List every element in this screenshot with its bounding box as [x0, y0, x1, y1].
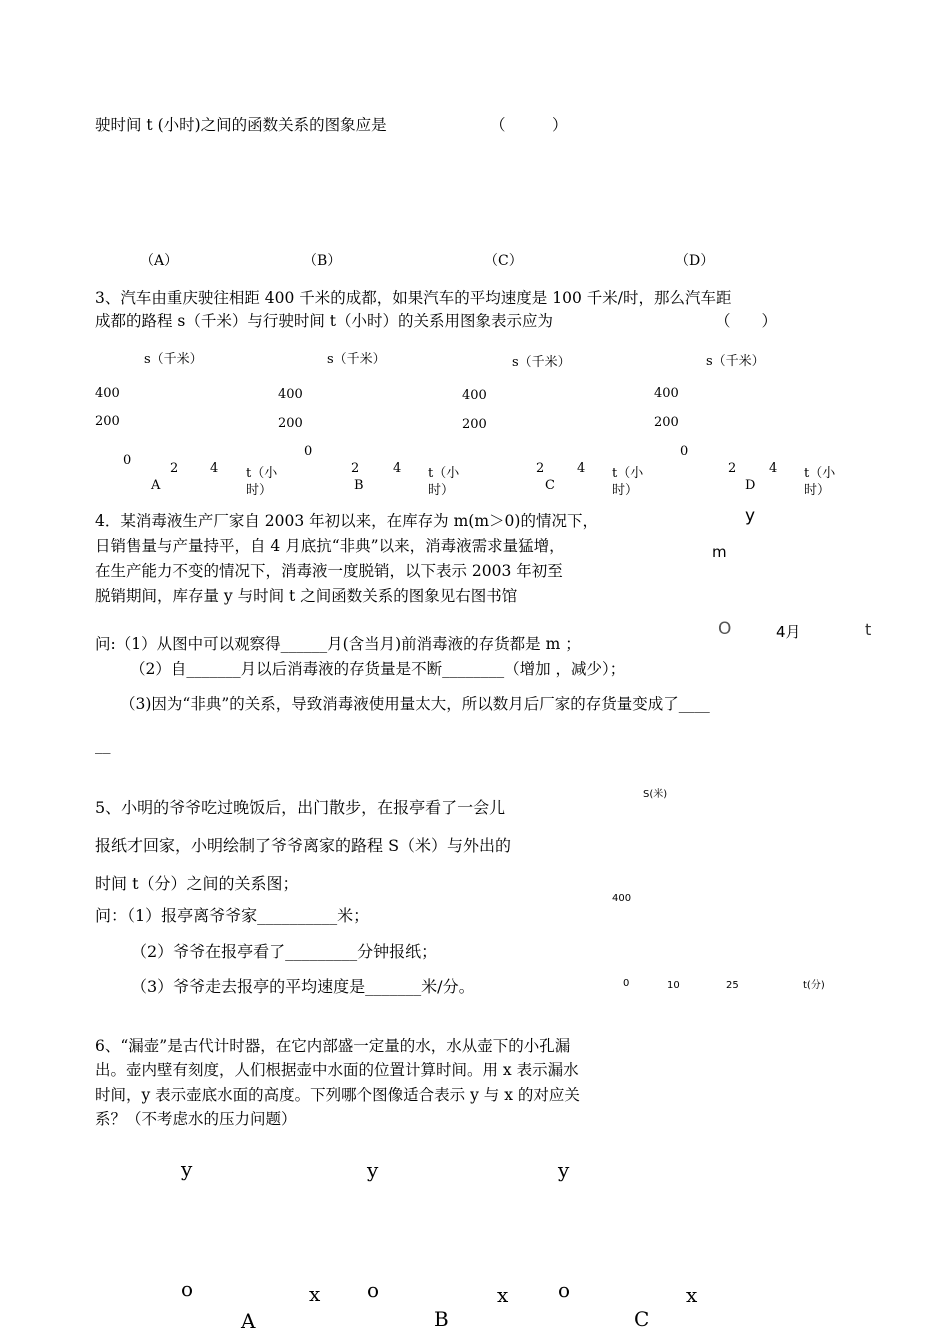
q5-tick-25: 25 — [726, 980, 739, 991]
q3-a-xlabel-1: t（小 — [246, 466, 278, 481]
q3-a-tick-2: 2 — [170, 461, 179, 476]
q4-question-2: （2）自_______月以后消毒液的存货量是不断________（增加 ，减少）； — [130, 660, 626, 678]
q3-b-tick-400: 400 — [278, 387, 303, 402]
q3-a-tick-400: 400 — [95, 386, 120, 401]
q4-tick-label: 4月 — [776, 623, 801, 641]
q3-a-tick-0: 0 — [123, 453, 132, 468]
q4-line1: 4．某消毒液生产厂家自 2003 年初以来，在库存为 m(m＞0)的情况下， — [95, 512, 598, 530]
q6-a-y-label: y — [181, 1157, 193, 1181]
q6-b-origin: o — [367, 1278, 380, 1302]
q5-tick-10: 10 — [667, 980, 680, 991]
q2-option-a: （A） — [140, 253, 179, 269]
q3-b-label: B — [354, 478, 364, 493]
q6-line4: 系？（不考虑水的压力问题） — [95, 1110, 297, 1128]
q3-a-tick-200: 200 — [95, 414, 120, 429]
q3-a-label: A — [151, 478, 161, 493]
q3-c-label: C — [545, 478, 555, 493]
q3-d-tick-200: 200 — [654, 415, 679, 430]
q3-b-tick-2: 2 — [351, 461, 360, 476]
q3-d-tick-4: 4 — [769, 461, 778, 476]
q2-option-b: （B） — [303, 253, 342, 269]
q6-c-origin: o — [558, 1278, 571, 1302]
q3-c-tick-400: 400 — [462, 388, 487, 403]
q4-m-label: m — [712, 543, 727, 561]
q3-c-xlabel-1: t（小 — [612, 466, 644, 481]
q6-line1: 6、“漏壶”是古代计时器，在它内部盛一定量的水，水从壶下的小孔漏 — [95, 1037, 571, 1055]
q4-question-3: （3)因为“非典”的关系，导致消毒液使用量太大，所以数月后厂家的存货量变成了____ — [120, 695, 710, 713]
q6-line3: 时间，y 表示壶底水面的高度。下列哪个图像适合表示 y 与 x 的对应关 — [95, 1086, 580, 1104]
q3-c-tick-2: 2 — [536, 461, 545, 476]
q3-a-tick-4: 4 — [210, 461, 219, 476]
q2-option-c: （C） — [484, 253, 523, 269]
q4-m-point — [735, 550, 741, 556]
q6-hole — [760, 1123, 769, 1132]
q5-y-label: S(米) — [643, 789, 668, 800]
q6-c-x-label: x — [686, 1283, 698, 1307]
q2-text: 驶时间 t (小时)之间的函数关系的图象应是 — [95, 116, 387, 134]
q5-line1: 5、小明的爷爷吃过晚饭后，出门散步，在报亭看了一会儿 — [95, 798, 506, 817]
q3-c-tick-4: 4 — [577, 461, 586, 476]
q6-c-curve — [574, 1210, 655, 1281]
q3-c-ylabel: s（千米） — [512, 355, 571, 370]
q6-c-y-label: y — [558, 1158, 570, 1182]
q3-b-xlabel-2: 时） — [428, 483, 455, 498]
q5-question-3: （3）爷爷走去报亭的平均速度是_______米/分。 — [131, 977, 475, 996]
q2-answer-paren: （ ） — [490, 116, 568, 134]
q4-line3: 在生产能力不变的情况下，消毒液一度脱销，以下表示 2003 年初至 — [95, 562, 563, 580]
q3-d-xlabel-1: t（小 — [804, 466, 836, 481]
q3-d-tick-400: 400 — [654, 386, 679, 401]
q2-option-d: （D） — [675, 253, 715, 269]
q3-line2: 成都的路程 s（千米）与行驶时间 t（小时）的关系用图象表示应为 — [95, 312, 554, 330]
q3-b-line — [316, 398, 398, 460]
q5-tick-0: 0 — [623, 978, 630, 989]
q3-a-xlabel-2: 时） — [246, 483, 273, 498]
q4-y-label: y — [745, 506, 756, 526]
q6-a-line — [200, 1170, 285, 1281]
q3-b-tick-4: 4 — [393, 461, 402, 476]
q6-b-x-label: x — [497, 1283, 509, 1307]
q4-decline-line — [790, 553, 835, 613]
q4-origin-label: O — [718, 619, 732, 639]
q6-a-x-label: x — [309, 1282, 321, 1306]
q4-line4: 脱销期间，库存量 y 与时间 t 之间函数关系的图象见右图书馆 — [95, 587, 518, 605]
q3-d-label: D — [745, 478, 756, 493]
q3-b-tick-0: 0 — [304, 444, 313, 459]
q3-c-tick-200: 200 — [462, 417, 487, 432]
q3-d-tick-2: 2 — [728, 461, 737, 476]
q3-b-tick-200: 200 — [278, 416, 303, 431]
q4-line2: 日销售量与产量持平，自 4 月底抗“非典”以来，消毒液需求量猛增， — [95, 537, 565, 555]
q4-question-1: 问:（1）从图中可以观察得______月(含当月)前消毒液的存货都是 m ； — [95, 635, 581, 653]
q4-4month-point — [787, 610, 793, 616]
q5-path-line — [637, 898, 768, 972]
q3-d-xlabel-2: 时） — [804, 483, 831, 498]
q6-b-y-label: y — [367, 1158, 379, 1182]
q5-x-label: t(分) — [803, 980, 825, 991]
q3-b-ylabel: s（千米） — [327, 352, 386, 367]
q3-a-ylabel: s（千米） — [144, 352, 203, 367]
q3-d-line — [682, 390, 788, 469]
q3-d-tick-0: 0 — [680, 444, 689, 459]
q6-line2: 出。壶内壁有刻度，人们根据壶中水面的位置计算时间。用 x 表示漏水 — [95, 1061, 579, 1079]
q3-d-ylabel: s（千米） — [706, 354, 765, 369]
q6-b-line — [383, 1197, 466, 1281]
q5-question-1: 问：（1）报亭离爷爷家__________米； — [95, 906, 370, 925]
q5-line2: 报纸才回家，小明绘制了爷爷离家的路程 S（米）与外出的 — [95, 836, 512, 855]
q5-tick-400: 400 — [612, 893, 632, 904]
q3-c-xlabel-2: 时） — [612, 483, 639, 498]
q3-c-line — [500, 396, 582, 460]
q5-line3: 时间 t（分）之间的关系图； — [95, 874, 299, 893]
q4-x-label: t — [865, 620, 872, 639]
q5-question-2: （2）爷爷在报亭看了_________分钟报纸； — [131, 942, 438, 961]
q3-answer-paren: （ ） — [715, 312, 778, 330]
q3-line1: 3、汽车由重庆驶往相距 400 千米的成都，如果汽车的平均速度是 100 千米/时，那么汽车距 — [95, 289, 732, 307]
q6-a-origin: o — [181, 1277, 194, 1301]
q6-c-label: C — [634, 1307, 650, 1331]
q4-question-3-cont: __ — [95, 736, 111, 754]
q3-b-xlabel-1: t（小 — [428, 466, 460, 481]
q6-b-label: B — [434, 1307, 449, 1331]
q6-a-label: A — [241, 1309, 256, 1333]
